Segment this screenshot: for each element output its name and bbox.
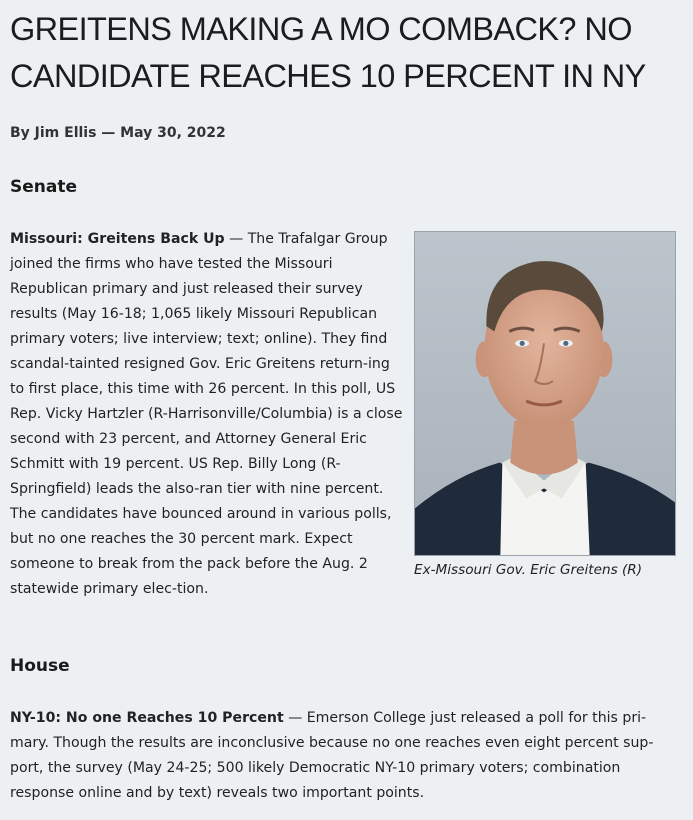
photo-caption: Ex-Missouri Gov. Eric Greitens (R) (414, 562, 643, 578)
article-title: GREITENS MAKING A MO COMBACK? NO CANDIDATE REACHES 10 PERCENT IN NY (10, 11, 646, 94)
greitens-photo (414, 231, 676, 556)
section-heading-house: House (10, 656, 70, 676)
house-paragraph (10, 706, 685, 806)
photo-figure (414, 231, 676, 578)
section-heading-senate: Senate (10, 177, 78, 197)
senate-paragraph (10, 227, 405, 602)
byline: By Jim Ellis — May 30, 2022 (10, 125, 226, 141)
senate-paragraph-lead: Missouri: Greitens Back Up (10, 231, 225, 247)
house-paragraph-lead: NY-10: No one Reaches 10 Percent (10, 710, 284, 726)
senate-paragraph-body: — The Trafalgar Group joined the firms who have tested the Missouri Republican primary and just released their survey results (May 16-18; 1,065 likely Missouri Republican primary voters; live interview; text; online). They find scandal-tainted resigned Gov. Eric Greitens return-ing to first place, this time with 26 percent. In this poll, US Rep. Vicky Hartzler (R-Harrisonville/Columbia) is a close second with 23 percent, and Attorney General Eric Schmitt with 19 percent. US Rep. Billy Long (R-Springfield) leads the also-ran tier with nine percent. The candidates have bounced around in various polls, but no one reaches the 30 percent mark. Expect someone to break from the pack before the Aug. 2 statewide primary elec-tion. (10, 231, 403, 597)
house-paragraph-body: — Emerson College just released a poll for this pri-mary. Though the results are inconclusive because no one reaches even eight percent sup-port, the survey (May 24-25; 500 likely Democratic NY-10 primary voters; combination response online and by text) reveals two important points. (10, 710, 654, 801)
